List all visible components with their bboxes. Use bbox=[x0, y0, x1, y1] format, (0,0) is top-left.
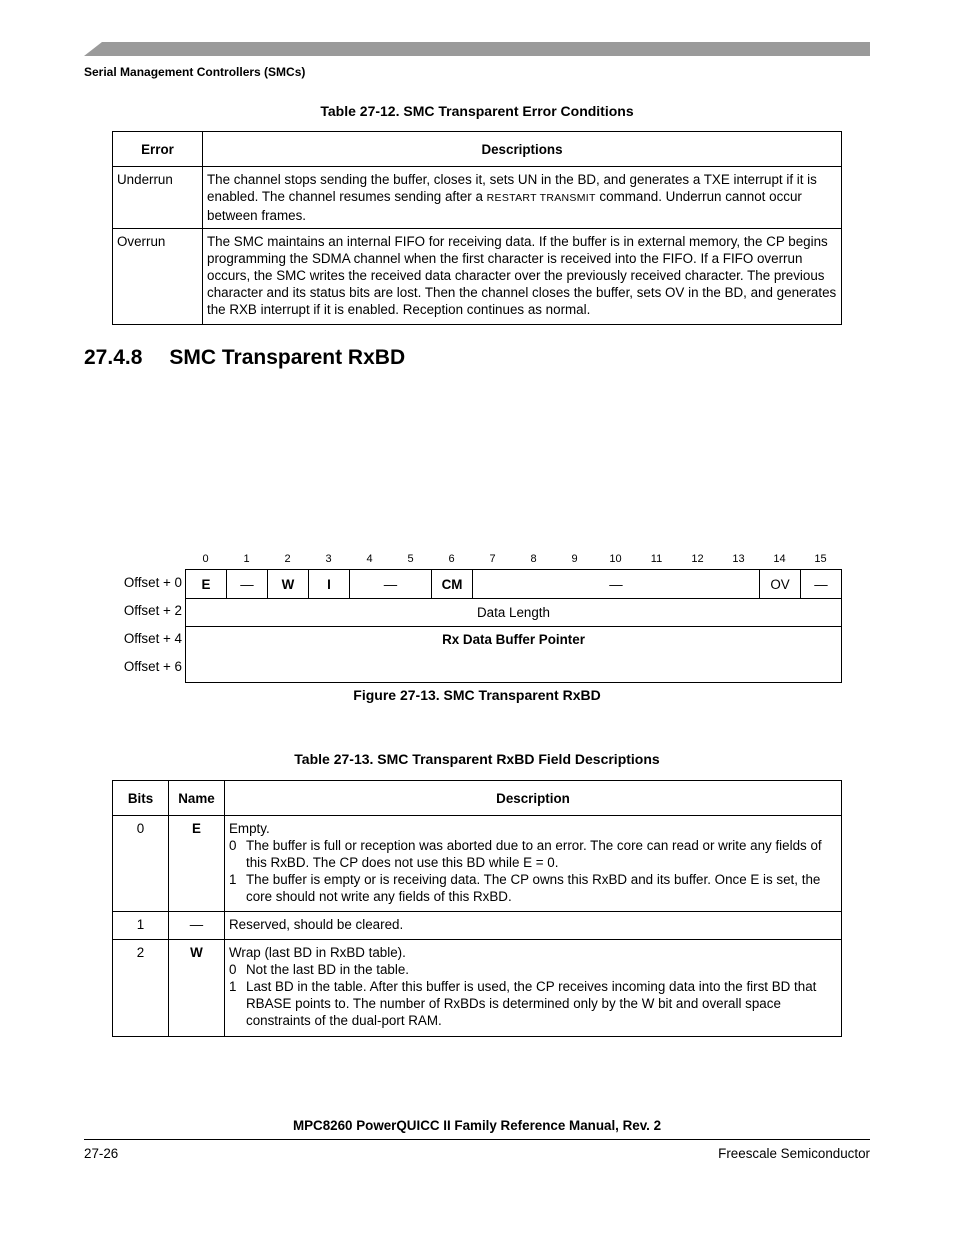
offset-label: Offset + 4 bbox=[123, 631, 182, 646]
field-rx-data-buffer-pointer: Rx Data Buffer Pointer bbox=[185, 626, 842, 683]
field-w: W bbox=[267, 569, 309, 599]
list-text: Not the last BD in the table. bbox=[246, 962, 410, 977]
list-item bbox=[229, 961, 837, 978]
table-cell bbox=[203, 167, 842, 229]
bit-number: 8 bbox=[530, 553, 537, 565]
name-cell: — bbox=[169, 912, 225, 940]
list-item bbox=[229, 978, 837, 1029]
bits-cell: 0 bbox=[113, 816, 169, 912]
table-caption: Table 27-13. SMC Transparent RxBD Field Descriptions bbox=[294, 751, 660, 767]
bit-number: 7 bbox=[489, 553, 496, 565]
description-title: Wrap (last BD in RxBD table). bbox=[229, 945, 406, 960]
cell-text: command. Underrun cannot occur between frames. bbox=[207, 189, 802, 223]
command-name: RESTART TRANSMIT bbox=[486, 192, 596, 204]
list-number: 0 bbox=[229, 838, 237, 853]
column-header: Error bbox=[113, 132, 203, 167]
bit-number: 11 bbox=[650, 553, 663, 565]
description-title: Reserved, should be cleared. bbox=[229, 917, 404, 932]
field-reserved: — bbox=[226, 569, 268, 599]
column-header: Descriptions bbox=[203, 132, 842, 167]
page-number: 27-26 bbox=[84, 1146, 119, 1161]
section-title: SMC Transparent RxBD bbox=[169, 346, 406, 369]
table-cell: Underrun bbox=[113, 167, 203, 229]
footer-company: Freescale Semiconductor bbox=[718, 1146, 870, 1161]
bits-cell: 2 bbox=[113, 940, 169, 1037]
name-cell: E bbox=[169, 816, 225, 912]
bit-number: 6 bbox=[448, 553, 455, 565]
table-caption: Table 27-12. SMC Transparent Error Conditions bbox=[320, 103, 634, 119]
list-number: 1 bbox=[229, 979, 237, 994]
list-number: 0 bbox=[229, 962, 237, 977]
bit-number: 1 bbox=[243, 553, 250, 565]
field-reserved: — bbox=[472, 569, 760, 599]
bit-number: 3 bbox=[325, 553, 332, 565]
field-e: E bbox=[185, 569, 227, 599]
section-heading bbox=[84, 346, 405, 370]
bit-number: 9 bbox=[571, 553, 578, 565]
footer-manual-title: MPC8260 PowerQUICC II Family Reference Manual, Rev. 2 bbox=[292, 1118, 662, 1133]
table-row bbox=[113, 912, 842, 940]
figure-caption: Figure 27-13. SMC Transparent RxBD bbox=[353, 687, 601, 703]
field-cm: CM bbox=[431, 569, 473, 599]
section-number: 27.4.8 bbox=[84, 346, 143, 369]
field-i: I bbox=[308, 569, 350, 599]
description-cell bbox=[225, 816, 842, 912]
table-cell: Overrun bbox=[113, 229, 203, 325]
description-title: Empty. bbox=[229, 821, 270, 836]
list-text: Last BD in the table. After this buffer is used, the CP receives incoming data into the first BD that RBASE points to. The number of RxBDs is determined only by the W bit and overall space constraints of the dual-port RAM. bbox=[246, 979, 817, 1028]
list-item bbox=[229, 837, 837, 871]
offset-label: Offset + 0 bbox=[123, 575, 182, 590]
cell-text: The channel stops sending the buffer, closes it, sets UN in the BD, and generates a TXE interrupt if it is enabled. The channel resumes sending after a bbox=[207, 172, 817, 204]
bit-number: 10 bbox=[609, 553, 622, 565]
list-text: The buffer is full or reception was aborted due to an error. The core can read or write any fields of this RxBD. The CP does not use this BD while E = 0. bbox=[246, 838, 822, 870]
table-row bbox=[113, 167, 842, 229]
list-item bbox=[229, 871, 837, 905]
bits-cell: 1 bbox=[113, 912, 169, 940]
rxbd-field-descriptions-table bbox=[112, 780, 842, 1037]
offset-label: Offset + 6 bbox=[123, 659, 182, 674]
table-cell: The SMC maintains an internal FIFO for receiving data. If the buffer is in external memory, the CP begins programming the SDMA channel when the first character is received into the FIFO. If a FIFO overrun occurs, the SMC writes the received data character over the previously received character. The previous character and its status bits are lost. Then the channel closes the buffer, sets OV in the BD, and generates the RXB interrupt if it is enabled. Reception continues as normal. bbox=[203, 229, 842, 325]
column-header: Description bbox=[225, 781, 842, 816]
footer-divider bbox=[84, 1139, 870, 1140]
bit-number: 2 bbox=[284, 553, 291, 565]
column-header: Bits bbox=[113, 781, 169, 816]
column-header: Name bbox=[169, 781, 225, 816]
field-ov: OV bbox=[759, 569, 801, 599]
bit-number: 0 bbox=[202, 553, 209, 565]
table-row bbox=[113, 940, 842, 1037]
bit-number: 15 bbox=[814, 553, 827, 565]
table-row bbox=[113, 229, 842, 325]
field-data-length: Data Length bbox=[185, 598, 842, 627]
field-reserved: — bbox=[800, 569, 842, 599]
running-header: Serial Management Controllers (SMCs) bbox=[84, 65, 306, 79]
bit-number: 14 bbox=[773, 553, 786, 565]
offset-label: Offset + 2 bbox=[123, 603, 182, 618]
field-reserved: — bbox=[349, 569, 432, 599]
header-decorative-bar bbox=[84, 42, 870, 56]
bit-number: 5 bbox=[407, 553, 414, 565]
bit-number: 12 bbox=[691, 553, 704, 565]
table-row bbox=[113, 816, 842, 912]
bit-number: 13 bbox=[732, 553, 745, 565]
description-cell bbox=[225, 940, 842, 1037]
list-number: 1 bbox=[229, 872, 237, 887]
list-text: The buffer is empty or is receiving data. The CP owns this RxBD and its buffer. Once E is set, the core should not write any fields of this RxBD. bbox=[246, 872, 821, 904]
bit-number: 4 bbox=[366, 553, 373, 565]
name-cell: W bbox=[169, 940, 225, 1037]
description-cell bbox=[225, 912, 842, 940]
error-conditions-table bbox=[112, 131, 842, 325]
